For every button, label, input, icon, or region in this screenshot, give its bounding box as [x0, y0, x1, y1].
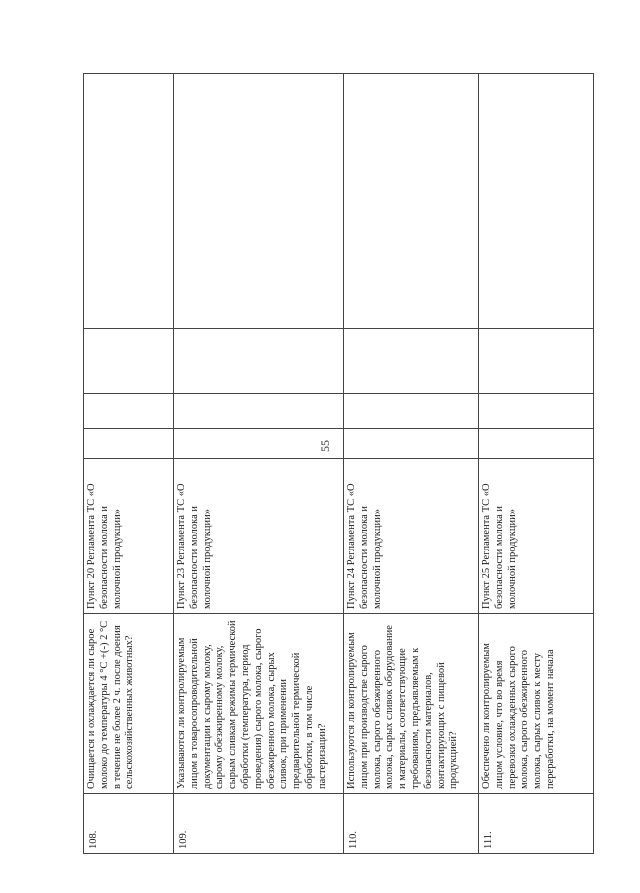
- row-number: 109.: [174, 794, 344, 854]
- table-row: [479, 74, 594, 854]
- question-cell: Обеспечено ли контролируемым лицом условие, что во время перевозки охлажденных сырого молока, сырого обезжиренного молока, сырых сливок к месту переработки, на момент начала: [479, 614, 594, 794]
- table-row: [344, 74, 479, 854]
- row-number: 111.: [479, 794, 594, 854]
- reference-cell: Пункт 24 Регламента ТС «О безопасности молока и молочной продукции»: [344, 459, 479, 614]
- reference-cell: Пункт 25 Регламента ТС «О безопасности молока и молочной продукции»: [479, 459, 594, 614]
- answer-yes-cell: [344, 429, 479, 459]
- note-cell: [174, 74, 344, 329]
- reference-cell: Пункт 20 Регламента ТС «О безопасности молока и молочной продукции»: [84, 459, 174, 614]
- answer-na-cell: [479, 329, 594, 394]
- row-number: 110.: [344, 794, 479, 854]
- answer-na-cell: [344, 329, 479, 394]
- question-cell: Очищается и охлаждается ли сырое молоко до температуры 4 °С +(-) 2 °С в течение не более 2 ч. после доения сельскохозяйственных животных?: [84, 614, 174, 794]
- reference-cell: Пункт 23 Регламента ТС «О безопасности молока и молочной продукции»: [174, 459, 344, 614]
- table-row: [84, 74, 174, 854]
- page-number: 55: [317, 440, 332, 452]
- note-cell: [479, 74, 594, 329]
- note-cell: [84, 74, 174, 329]
- question-cell: Указываются ли контролируемым лицом в товаросопроводительной документации к сырому молоку, сырому обезжиренному молоку, сырым сливкам режимы термической обработки (температура, период проведения) сырого молока, сырого обезжиренного молока, сырых сливок, при применении предварительной термической обработки, в том числе пастеризации?: [174, 614, 344, 794]
- answer-yes-cell: [479, 429, 594, 459]
- checklist-table: [83, 73, 594, 854]
- answer-yes-cell: [174, 429, 344, 459]
- answer-no-cell: [479, 394, 594, 429]
- row-number: 108.: [84, 794, 174, 854]
- answer-yes-cell: [84, 429, 174, 459]
- answer-no-cell: [84, 394, 174, 429]
- answer-na-cell: [174, 329, 344, 394]
- note-cell: [344, 74, 479, 329]
- checklist-table-rotated: [83, 74, 593, 854]
- answer-no-cell: [174, 394, 344, 429]
- question-cell: Используются ли контролируемым лицом при производстве сырого молока, сырого обезжиренного молока, сырых сливок оборудование и материалы, соответствующие требованиям, предъявляемым к безопасности материалов, контактирующих с пищевой продукцией?: [344, 614, 479, 794]
- answer-no-cell: [344, 394, 479, 429]
- answer-na-cell: [84, 329, 174, 394]
- table-row: [174, 74, 344, 854]
